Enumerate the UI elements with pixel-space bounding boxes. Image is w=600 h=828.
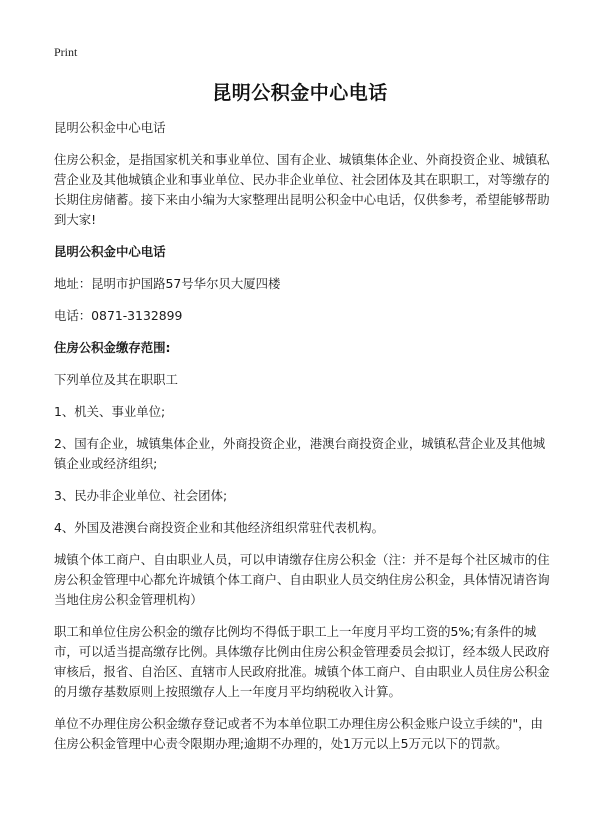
intro-paragraph: 住房公积金，是指国家机关和事业单位、国有企业、城镇集体企业、外商投资企业、城镇私营企业及其他城镇企业和事业单位、民办非企业单位、社会团体及其在职职工，对等缴存的长期住房储蓄。接下来由小编为大家整理出昆明公积金中心电话，仅供参考，希望能够帮助到大家! bbox=[54, 152, 550, 227]
scope-item: 1、机关、事业单位; bbox=[54, 404, 166, 419]
article-body bbox=[54, 118, 551, 766]
page-title: 昆明公积金中心电话 bbox=[212, 82, 388, 104]
phone-text: 电话：0871-3132899 bbox=[54, 308, 183, 323]
rate-paragraph: 职工和单位住房公积金的缴存比例均不得低于职工上一年度月平均工资的5%;有条件的城市，可以适当提高缴存比例。具体缴存比例由住房公积金管理委员会拟订，经本级人民政府审核后，报省、自治区、直辖市人民政府批准。城镇个体工商户、自由职业人员住房公积金的月缴存基数原则上按照缴存人上一年度月平均纳税收入计算。 bbox=[54, 624, 550, 699]
print-link[interactable]: Print bbox=[54, 45, 78, 59]
scope-intro: 下列单位及其在职职工 bbox=[54, 372, 178, 387]
article-subtitle: 昆明公积金中心电话 bbox=[54, 120, 166, 135]
individual-paragraph: 城镇个体工商户、自由职业人员，可以申请缴存住房公积金（注：并不是每个社区城市的住房公积金管理中心都允许城镇个体工商户、自由职业人员交纳住房公积金，具体情况请咨询当地住房公积金管理机构） bbox=[54, 552, 550, 607]
scope-item: 3、民办非企业单位、社会团体; bbox=[54, 488, 228, 503]
scope-item: 2、国有企业，城镇集体企业，外商投资企业，港澳台商投资企业，城镇私营企业及其他城镇企业或经济组织; bbox=[54, 436, 546, 471]
scope-item: 4、外国及港澳台商投资企业和其他经济组织常驻代表机构。 bbox=[54, 520, 385, 535]
penalty-paragraph: 单位不办理住房公积金缴存登记或者不为本单位职工办理住房公积金账户设立手续的"，由住房公积金管理中心责令限期办理;逾期不办理的，处1万元以上5万元以下的罚款。 bbox=[54, 716, 543, 751]
scope-heading: 住房公积金缴存范围: bbox=[54, 340, 171, 355]
contact-heading: 昆明公积金中心电话 bbox=[54, 244, 166, 259]
address-text: 地址：昆明市护国路57号华尔贝大厦四楼 bbox=[54, 276, 281, 291]
